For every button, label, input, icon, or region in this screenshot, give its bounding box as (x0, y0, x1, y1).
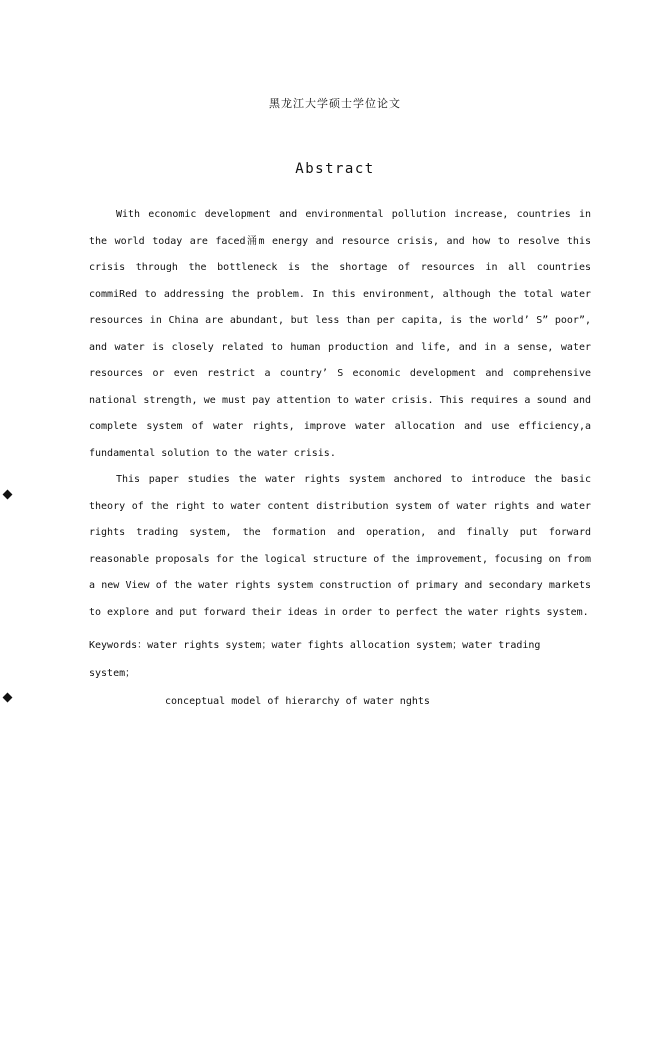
abstract-body (89, 202, 591, 626)
keywords-block (89, 632, 591, 716)
abstract-paragraph-2: This paper studies the water rights system anchored to introduce the basic theory of the right to water content distribution system of water rights and water rights trading system, the formation and operation, and finally put forward reasonable proposals for the logical structure of the improvement, focusing on from a new View of the water rights system construction of primary and secondary markets to explore and put forward their ideas in order to perfect the water rights system. (89, 474, 591, 618)
abstract-paragraph-1: With economic development and environmental pollution increase, countries in the world today are faced涌m energy and resource crisis, and how to resolve this crisis through the bottleneck is the shortage of resources in all countries commiRed to addressing the problem. In this environment, although the total water resources in China are abundant, but less than per capita, is the world’ S” poor”, and water is closely related to human production and life, and in a sense, water resources or even restrict a country’ S economic development and comprehensive national strength, we must pay attention to water crisis. This requires a sound and complete system of water rights, improve water allocation and use efficiency,a fundamental solution to the water crisis. (89, 209, 591, 459)
margin-bullet-marker (3, 693, 13, 703)
margin-bullet-marker (3, 490, 13, 500)
page-header: 黑龙江大学硕士学位论文 (269, 97, 401, 110)
keywords-continuation: conceptual model of hierarchy of water nghts (165, 696, 430, 707)
abstract-title: Abstract (295, 161, 375, 177)
keywords-line: Keywords：water rights system；water fights allocation system；water trading system； (89, 640, 541, 679)
